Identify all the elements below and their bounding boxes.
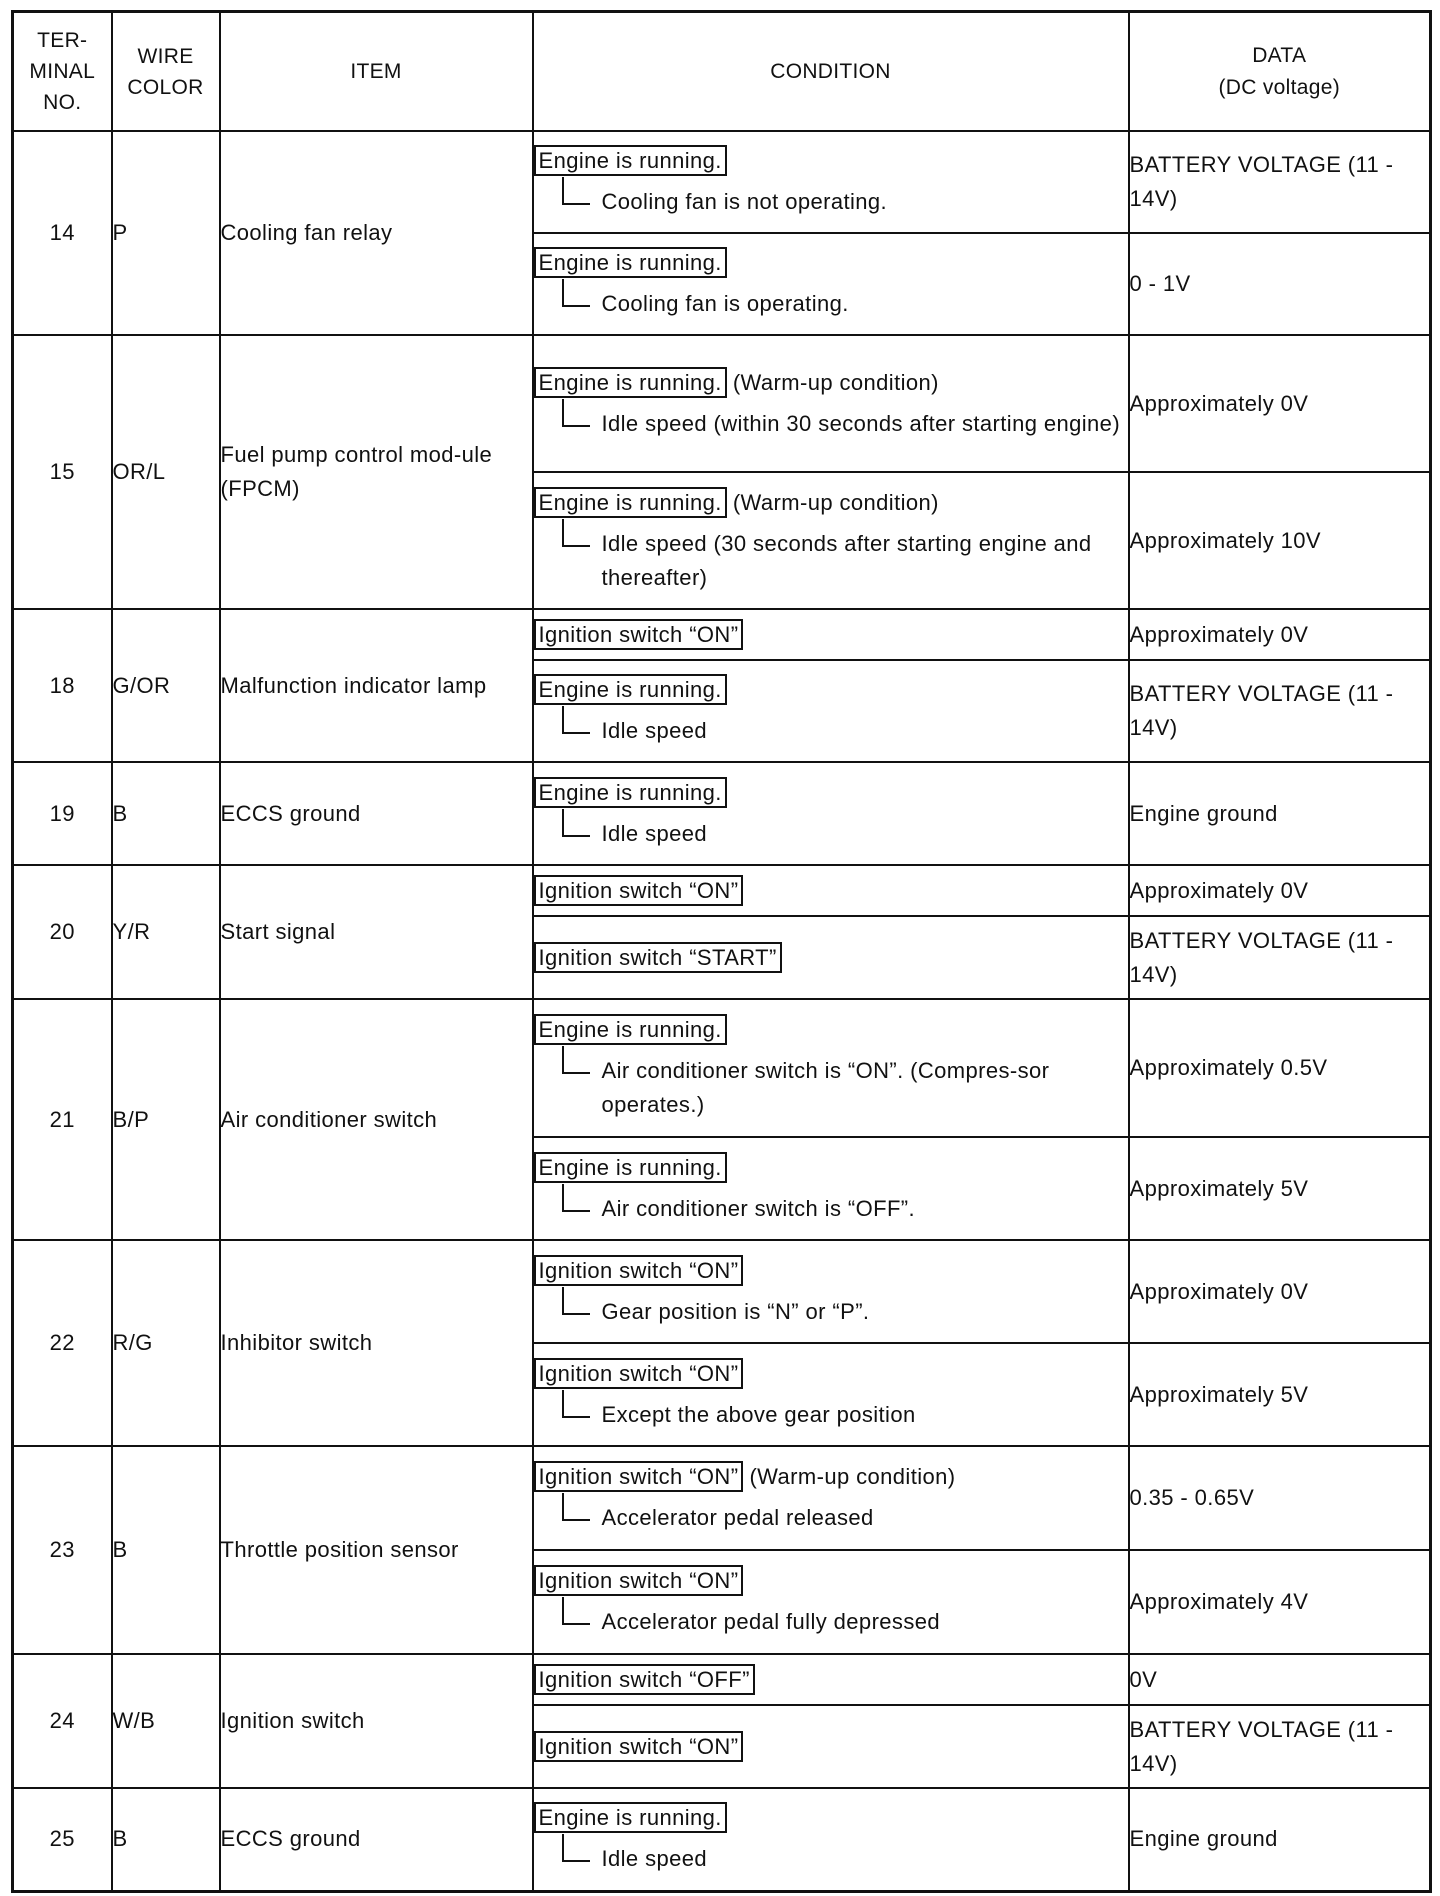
condition-detail-text: Idle speed (30 seconds after starting engine and thereafter) bbox=[601, 530, 1092, 590]
header-terminal-no: TER- MINAL NO. bbox=[13, 12, 112, 132]
condition-detail bbox=[534, 1605, 1128, 1639]
wire-color: G/OR bbox=[112, 609, 220, 762]
condition-state-box: Ignition switch “ON” bbox=[534, 875, 744, 906]
condition-main bbox=[534, 942, 1128, 974]
condition-state-box: Engine is running. bbox=[534, 777, 727, 808]
condition-detail-text: Cooling fan is not operating. bbox=[601, 189, 888, 214]
condition-state-box: Engine is running. bbox=[534, 487, 727, 518]
data-value: Engine ground bbox=[1129, 762, 1431, 865]
condition-main bbox=[534, 247, 1128, 279]
data-value: Approximately 10V bbox=[1129, 472, 1431, 609]
terminal-number: 18 bbox=[13, 609, 112, 762]
condition-detail-text: Gear position is “N” or “P”. bbox=[601, 1298, 870, 1324]
terminal-number: 19 bbox=[13, 762, 112, 865]
branch-elbow-icon bbox=[562, 1287, 590, 1315]
table-row bbox=[13, 1788, 1431, 1891]
condition-detail bbox=[534, 1054, 1128, 1122]
table-body bbox=[13, 131, 1431, 1891]
condition-note: (Warm-up condition) bbox=[732, 489, 939, 515]
data-value: Approximately 5V bbox=[1129, 1343, 1431, 1446]
condition-cell bbox=[533, 1550, 1129, 1654]
data-value: Engine ground bbox=[1129, 1788, 1431, 1891]
terminal-data-sheet bbox=[11, 10, 1432, 1893]
condition-detail bbox=[534, 527, 1128, 595]
condition-cell bbox=[533, 335, 1129, 472]
condition-detail-text: Except the above gear position bbox=[601, 1401, 916, 1427]
condition-detail bbox=[534, 185, 1128, 219]
branch-elbow-icon bbox=[562, 1046, 590, 1074]
table-row bbox=[13, 1240, 1431, 1343]
condition-cell bbox=[533, 609, 1129, 660]
condition-main bbox=[534, 1152, 1128, 1184]
item-name: Inhibitor switch bbox=[220, 1240, 533, 1446]
condition-state-box: Ignition switch “ON” bbox=[534, 1565, 744, 1596]
header-item: ITEM bbox=[220, 12, 533, 132]
condition-main bbox=[534, 367, 1128, 399]
condition-cell bbox=[533, 1446, 1129, 1550]
condition-detail-text: Accelerator pedal released bbox=[601, 1505, 874, 1530]
condition-detail-text: Idle speed bbox=[601, 820, 708, 846]
condition-detail bbox=[534, 287, 1128, 321]
data-value: Approximately 0V bbox=[1129, 1240, 1431, 1343]
condition-detail bbox=[534, 817, 1128, 851]
condition-cell bbox=[533, 865, 1129, 916]
branch-elbow-icon bbox=[562, 1493, 590, 1521]
item-name: ECCS ground bbox=[220, 1788, 533, 1891]
condition-cell bbox=[533, 1788, 1129, 1891]
condition-state-box: Engine is running. bbox=[534, 1152, 727, 1183]
condition-main bbox=[534, 1358, 1128, 1390]
table-row bbox=[13, 865, 1431, 916]
branch-elbow-icon bbox=[562, 1390, 590, 1418]
condition-detail-text: Cooling fan is operating. bbox=[601, 291, 849, 316]
condition-cell bbox=[533, 1137, 1129, 1240]
terminal-number: 14 bbox=[13, 131, 112, 335]
table-row bbox=[13, 131, 1431, 233]
item-name: ECCS ground bbox=[220, 762, 533, 865]
condition-state-box: Engine is running. bbox=[534, 674, 727, 705]
data-value: 0 - 1V bbox=[1129, 233, 1431, 335]
wire-color: OR/L bbox=[112, 335, 220, 609]
condition-cell bbox=[533, 1654, 1129, 1705]
condition-cell bbox=[533, 916, 1129, 999]
branch-elbow-icon bbox=[562, 519, 590, 547]
item-name: Air conditioner switch bbox=[220, 999, 533, 1240]
table-row bbox=[13, 762, 1431, 865]
condition-detail-text: Accelerator pedal fully depressed bbox=[601, 1609, 940, 1634]
condition-main bbox=[534, 619, 1128, 651]
condition-state-box: Engine is running. bbox=[534, 145, 727, 176]
data-value: Approximately 0V bbox=[1129, 609, 1431, 660]
condition-main bbox=[534, 145, 1128, 177]
condition-state-box: Ignition switch “ON” bbox=[534, 1255, 744, 1286]
branch-elbow-icon bbox=[562, 1597, 590, 1625]
terminal-number: 20 bbox=[13, 865, 112, 999]
terminal-number: 23 bbox=[13, 1446, 112, 1654]
condition-detail-text: Air conditioner switch is “ON”. (Compres-sor operates.) bbox=[601, 1058, 1050, 1117]
data-value: BATTERY VOLTAGE (11 - 14V) bbox=[1129, 131, 1431, 233]
condition-state-box: Engine is running. bbox=[534, 367, 727, 398]
condition-note: (Warm-up condition) bbox=[732, 369, 939, 395]
condition-cell bbox=[533, 999, 1129, 1137]
table-row bbox=[13, 999, 1431, 1137]
branch-elbow-icon bbox=[562, 279, 590, 307]
data-value: BATTERY VOLTAGE (11 - 14V) bbox=[1129, 660, 1431, 762]
table-row bbox=[13, 335, 1431, 472]
wire-color: Y/R bbox=[112, 865, 220, 999]
branch-elbow-icon bbox=[562, 809, 590, 837]
condition-cell bbox=[533, 1343, 1129, 1446]
terminal-number: 25 bbox=[13, 1788, 112, 1891]
condition-state-box: Ignition switch “START” bbox=[534, 942, 782, 973]
condition-detail bbox=[534, 1398, 1128, 1432]
header-condition: CONDITION bbox=[533, 12, 1129, 132]
condition-detail bbox=[534, 714, 1128, 748]
item-name: Ignition switch bbox=[220, 1654, 533, 1788]
condition-main bbox=[534, 1802, 1128, 1834]
condition-cell bbox=[533, 233, 1129, 335]
condition-cell bbox=[533, 762, 1129, 865]
branch-elbow-icon bbox=[562, 1834, 590, 1862]
item-name: Cooling fan relay bbox=[220, 131, 533, 335]
condition-detail-text: Air conditioner switch is “OFF”. bbox=[601, 1195, 916, 1221]
condition-state-box: Ignition switch “ON” bbox=[534, 1731, 744, 1762]
branch-elbow-icon bbox=[562, 1184, 590, 1212]
data-value: Approximately 0V bbox=[1129, 865, 1431, 916]
table-row bbox=[13, 1654, 1431, 1705]
wire-color: B bbox=[112, 1446, 220, 1654]
condition-detail-text: Idle speed bbox=[601, 718, 708, 743]
terminal-number: 22 bbox=[13, 1240, 112, 1446]
header-wire-color: WIRE COLOR bbox=[112, 12, 220, 132]
condition-detail bbox=[534, 1295, 1128, 1329]
condition-main bbox=[534, 1565, 1128, 1597]
condition-detail bbox=[534, 1192, 1128, 1226]
wire-color: B bbox=[112, 1788, 220, 1891]
condition-main bbox=[534, 1461, 1128, 1493]
condition-cell bbox=[533, 472, 1129, 609]
item-name: Start signal bbox=[220, 865, 533, 999]
branch-elbow-icon bbox=[562, 399, 590, 427]
condition-detail bbox=[534, 1501, 1128, 1535]
condition-detail-text: Idle speed (within 30 seconds after starting engine) bbox=[601, 410, 1121, 436]
wire-color: P bbox=[112, 131, 220, 335]
condition-main bbox=[534, 1014, 1128, 1046]
condition-cell bbox=[533, 1705, 1129, 1788]
table-row bbox=[13, 1446, 1431, 1550]
condition-state-box: Engine is running. bbox=[534, 247, 727, 278]
data-value: Approximately 0V bbox=[1129, 335, 1431, 472]
condition-state-box: Ignition switch “ON” bbox=[534, 1461, 744, 1492]
condition-state-box: Ignition switch “ON” bbox=[534, 619, 744, 650]
item-name: Fuel pump control mod-ule (FPCM) bbox=[220, 335, 533, 609]
wire-color: W/B bbox=[112, 1654, 220, 1788]
data-value: 0.35 - 0.65V bbox=[1129, 1446, 1431, 1550]
condition-cell bbox=[533, 1240, 1129, 1343]
condition-state-box: Engine is running. bbox=[534, 1014, 727, 1045]
condition-main bbox=[534, 1255, 1128, 1287]
condition-main bbox=[534, 875, 1128, 907]
wire-color: R/G bbox=[112, 1240, 220, 1446]
condition-cell bbox=[533, 131, 1129, 233]
header-data: DATA (DC voltage) bbox=[1129, 12, 1431, 132]
data-value: BATTERY VOLTAGE (11 - 14V) bbox=[1129, 916, 1431, 999]
terminal-number: 15 bbox=[13, 335, 112, 609]
condition-detail bbox=[534, 1842, 1128, 1876]
item-name: Throttle position sensor bbox=[220, 1446, 533, 1654]
condition-main bbox=[534, 1664, 1128, 1696]
condition-main bbox=[534, 487, 1128, 519]
item-name: Malfunction indicator lamp bbox=[220, 609, 533, 762]
branch-elbow-icon bbox=[562, 706, 590, 734]
table-row bbox=[13, 609, 1431, 660]
condition-state-box: Ignition switch “OFF” bbox=[534, 1664, 755, 1695]
header-row bbox=[13, 12, 1431, 132]
condition-detail bbox=[534, 407, 1128, 441]
data-value: 0V bbox=[1129, 1654, 1431, 1705]
condition-main bbox=[534, 777, 1128, 809]
branch-elbow-icon bbox=[562, 177, 590, 205]
condition-detail-text: Idle speed bbox=[601, 1846, 708, 1872]
terminal-number: 21 bbox=[13, 999, 112, 1240]
condition-note: (Warm-up condition) bbox=[749, 1464, 956, 1489]
condition-main bbox=[534, 674, 1128, 706]
terminal-number: 24 bbox=[13, 1654, 112, 1788]
data-value: Approximately 4V bbox=[1129, 1550, 1431, 1654]
condition-main bbox=[534, 1731, 1128, 1763]
condition-cell bbox=[533, 660, 1129, 762]
wire-color: B/P bbox=[112, 999, 220, 1240]
terminal-data-table bbox=[11, 10, 1432, 1893]
condition-state-box: Engine is running. bbox=[534, 1802, 727, 1833]
data-value: Approximately 5V bbox=[1129, 1137, 1431, 1240]
wire-color: B bbox=[112, 762, 220, 865]
data-value: Approximately 0.5V bbox=[1129, 999, 1431, 1137]
data-value: BATTERY VOLTAGE (11 - 14V) bbox=[1129, 1705, 1431, 1788]
condition-state-box: Ignition switch “ON” bbox=[534, 1358, 744, 1389]
